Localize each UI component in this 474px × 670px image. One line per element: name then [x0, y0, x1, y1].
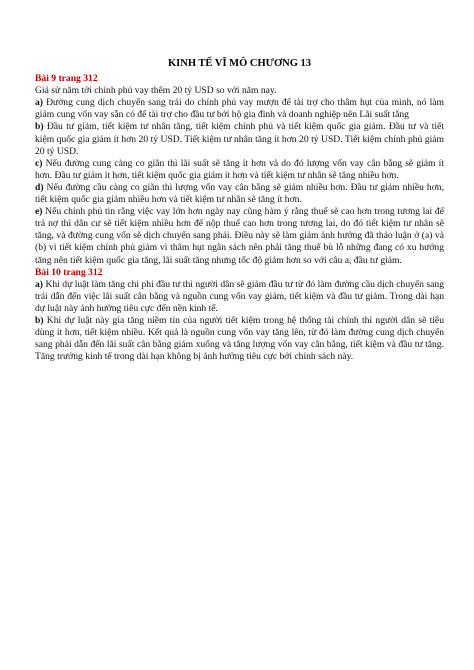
- answer-item-10b: [35, 315, 444, 363]
- answer-item-9b: [35, 121, 444, 157]
- item-text: Đường cung dịch chuyển sang trái do chính phủ vay mượn để tài trợ cho thâm hụt của mình, nó làm giảm cung vốn vay sẵn có để tài trợ cho đầu tư bởi hộ gia đình và doanh nghiệp nên Lãi suất tăng: [35, 97, 444, 121]
- item-text: Nếu đường cầu càng co giãn thì lượng vốn vay cân bằng sẽ giảm nhiều hơn. Đầu tư giảm nhiều hơn, tiết kiệm quốc gia giảm nhiều hơn và tiết kiệm tư nhân sẽ tăng ít hơn.: [35, 181, 444, 206]
- section-heading-bai-10: Bài 10 trang 312: [35, 266, 103, 278]
- item-label: b): [35, 314, 44, 326]
- section-heading-bai-9: Bài 9 trang 312: [35, 73, 98, 85]
- item-text: Khi dự luật làm tăng chi phí đầu tư thì người dân sẽ giảm đầu tư từ đó làm đường cầu dịch chuyển sang trái dẫn đến việc lãi suất cân bằng và nguồn cung vốn vay giảm, tiết kiệm và đầu tư giảm. Trong dài hạn dự luật này ảnh hưởng tiêu cực đến nền kinh tế.: [35, 278, 444, 314]
- answer-item-9d: [35, 182, 444, 206]
- item-label: c): [35, 157, 43, 169]
- item-text: Khi dự luật này gia tăng niềm tin của người tiết kiệm trong hệ thống tài chính thì người dân sẽ tiêu dùng ít hơn, tiết kiệm nhiều. Kết quả là nguồn cung vốn vay tăng lên, từ đó làm đường cung dịch chuyển sang phải dẫn đến lãi suất cân bằng giảm xuống và tăng lượng vốn vay cân bằng, tiết kiệm và đầu tư tăng. Tăng trưởng kinh tế trong dài hạn không bị ảnh hưởng tiêu cực bởi chính sách này.: [35, 314, 444, 363]
- answer-item-9a: [35, 97, 444, 121]
- item-text: Nếu chính phủ tin rằng việc vay lớn hơn ngày nay cũng hàm ý rằng thuế sẽ cao hơn trong tương lai để trả nợ thì dân cư sẽ tiết kiệm nhiều hơn để nộp thuế cao hơn trong tương lai, do đó tiết kiệm tư nhân sẽ tăng, và đường cung vốn sẽ dịch chuyển sang phải. Điều này sẽ làm giảm ảnh hưởng đã thảo luận ở (a) và (b) vì tiết kiệm chính phủ giảm vì thâm hụt ngân sách nên phải tăng thuế bù lỗ những đang có xu hướng tăng nên tiết kiệm quốc gia tăng, lãi suất tăng nhưng tốc độ giảm hơn so với câu a, đầu tư giảm.: [35, 206, 444, 266]
- answer-item-10a: [35, 279, 444, 315]
- item-label: a): [35, 278, 43, 290]
- item-text: Nếu đường cung càng co giãn thì lãi suất sẽ tăng ít hơn và do đó lượng vốn vay cân bằng sẽ giảm ít hơn. Đầu tư giảm ít hơn, tiết kiệm quốc gia giảm ít hơn và tiết kiệm tư nhân sẽ tăng nhiều hơn.: [35, 157, 444, 181]
- answer-item-9c: [35, 158, 444, 182]
- document-body: [35, 58, 444, 363]
- section-intro: Giả sử năm tới chính phủ vay thêm 20 tỷ USD so với năm nay.: [35, 85, 277, 97]
- item-label: b): [35, 121, 44, 133]
- item-label: a): [35, 97, 43, 109]
- item-text: Đầu tư giảm, tiết kiệm tư nhân tăng, tiết kiệm chính phủ và tiết kiệm quốc gia giảm. Đầu tư và tiết kiệm quốc gia giảm ít hơn 20 tỷ USD. Tiết kiệm tư nhân tăng ít hơn 20 tỷ USD. Tiết kiệm chính phủ giảm 20 tỷ USD.: [35, 121, 444, 157]
- item-label: e): [35, 206, 43, 218]
- page-title: KINH TẾ VĨ MÔ CHƯƠNG 13: [167, 58, 312, 69]
- item-label: d): [35, 181, 44, 193]
- answer-item-9e: [35, 206, 444, 266]
